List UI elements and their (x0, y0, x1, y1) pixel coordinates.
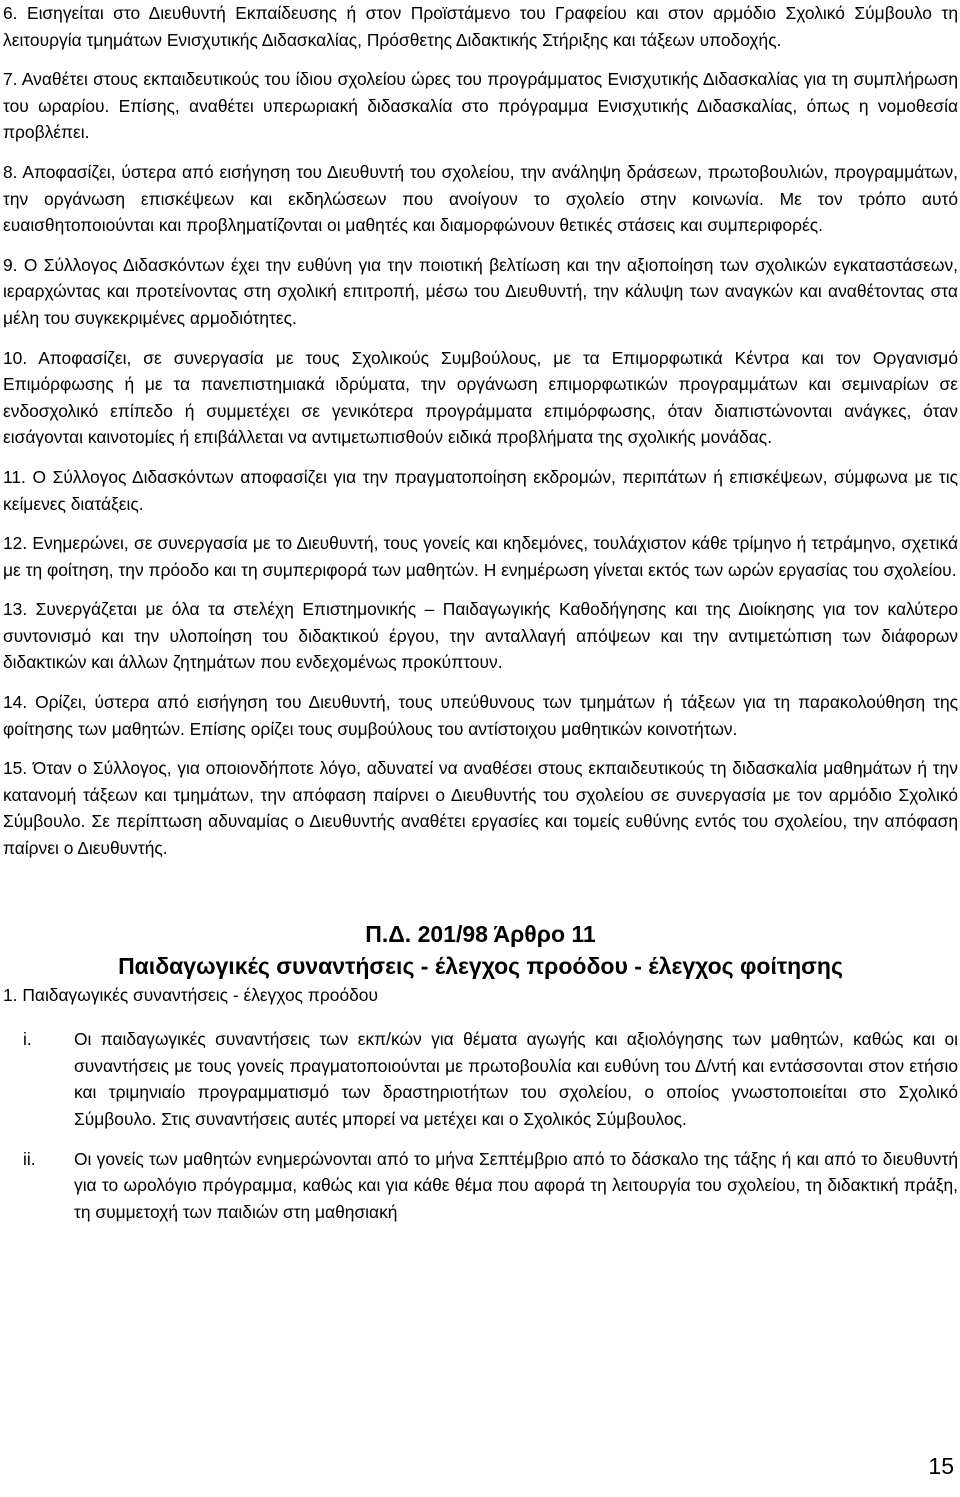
paragraph-9: 9. Ο Σύλλογος Διδασκόντων έχει την ευθύνη για την ποιοτική βελτίωση και την αξιοποίηση των σχολικών εγκαταστάσεων, ιεραρχώντας και προτείνοντας στη σχολική επιτροπή, μέσω του Διευθυντή, την κάλυψη των αναγκών και αναθέτοντας στα μέλη του συγκεκριμένες αρμοδιότητες. (3, 254, 958, 328)
paragraph-8: 8. Αποφασίζει, ύστερα από εισήγηση του Διευθυντή του σχολείου, την ανάληψη δράσεων, πρωτοβουλιών, προγραμμάτων, την οργάνωση επισκέψεων και εκδηλώσεων που ανοίγουν το σχολείο στην κοινωνία. Με τον τρόπο αυτό ευαισθητοποιούνται και προβληματίζονται οι μαθητές και διαμορφώνουν θετικές στάσεις και συμπεριφορές. (3, 161, 958, 236)
list-item-text: Οι παιδαγωγικές συναντήσεις των εκπ/κών για θέματα αγωγής και αξιολόγησης των μαθητών, καθώς και οι συναντήσεις με τους γονείς πραγματοποιούνται με πρωτοβουλία και ευθύνη του Δ/ντή και εντάσσονται στον ετήσιο και τριμηνιαίο προγραμματισμό των δραστηριοτήτων του σχολείου, ο οποίος γνωστοποιείται στο Σχολικό Σύμβουλο. Στις συναντήσεις αυτές μπορεί να μετέχει και ο Σχολικός Σύμβουλος. (74, 1029, 958, 1129)
paragraph-15: 15. Όταν ο Σύλλογος, για οποιονδήποτε λόγο, αδυνατεί να αναθέσει στους εκπαιδευτικούς τη διδασκαλία μαθημάτων ή την κατανομή τάξεων και τμημάτων, την απόφαση παίρνει ο Διευθυντής του σχολείου σε συνεργασία με τον αρμόδιο Σχολικό Σύμβουλο. Σε περίπτωση αδυναμίας ο Διευθυντής αναθέτει εργασίες και τομείς ευθύνης εντός του σχολείου, την απόφαση παίρνει ο Διευθυντής. (3, 758, 958, 859)
paragraph-10: 10. Αποφασίζει, σε συνεργασία με τους Σχολικούς Συμβούλους, με τα Επιμορφωτικά Κέντρα και τον Οργανισμό Επιμόρφωσης ή με τα πανεπιστημιακά ιδρύματα, την οργάνωση επιμορφωτικών προγραμμάτων και σεμιναρίων σε ενδοσχολικό επίπεδο ή συμμετέχει σε γενικότερα προγράμματα επιμόρφωσης, όταν διαπιστώνονται ανάγκες, όταν εισάγονται καινοτομίες ή επιβάλλεται να αντιμετωπισθούν ειδικά προβλήματα της σχολικής μονάδας. (3, 347, 958, 448)
list-item-marker: ii. (23, 1148, 36, 1169)
page-number: 15 (928, 1453, 954, 1479)
paragraph-6: 6. Εισηγείται στο Διευθυντή Εκπαίδευσης ή στον Προϊστάμενο του Γραφείου και στον αρμόδιο Σχολικό Σύμβουλο τη λειτουργία τμημάτων Ενισχυτικής Διδασκαλίας, Πρόσθετης Διδακτικής Στήριξης και τάξεων υποδοχής. (3, 3, 958, 50)
list-item-text: Οι γονείς των μαθητών ενημερώνονται από το μήνα Σεπτέμβριο από το δάσκαλο της τάξης ή και από το διευθυντή για το ωρολόγιο πρόγραμμα, καθώς και για κάθε θέμα που αφορά τη λειτουργία του σχολείου, τη διδακτική πράξη, τη συμμετοχή των παιδιών στη μαθησιακή (74, 1148, 958, 1222)
section-heading-subtitle: Παιδαγωγικές συναντήσεις - έλεγχος προόδου - έλεγχος φοίτησης (118, 952, 843, 979)
paragraph-7: 7. Αναθέτει στους εκπαιδευτικούς του ίδιου σχολείου ώρες του προγράμματος Ενισχυτικής Διδασκαλίας για τη συμπλήρωση του ωραρίου. Επίσης, αναθέτει υπερωριακή διδασκαλία στο πρόγραμμα Ενισχυτικής Διδασκαλίας, όπως η νομοθεσία προβλέπει. (3, 69, 958, 143)
document-page (3, 0, 958, 1238)
paragraph-13: 13. Συνεργάζεται με όλα τα στελέχη Επιστημονικής – Παιδαγωγικής Καθοδήγησης και της Διοίκησης για τον καλύτερο συντονισμό και την υλοποίηση του διδακτικού έργου, την ανταλλαγή απόψεων και την αντιμετώπιση των διάφορων διδακτικών και άλλων ζητημάτων που ενδεχομένως προκύπτουν. (3, 599, 958, 673)
list-item (3, 1026, 958, 1132)
paragraph-12: 12. Ενημερώνει, σε συνεργασία με το Διευθυντή, τους γονείς και κηδεμόνες, τουλάχιστον κάθε τρίμηνο ή τετράμηνο, σχετικά με τη φοίτηση, την πρόοδο και τη συμπεριφορά των μαθητών. Η ενημέρωση γίνεται εκτός των ωρών εργασίας του σχολείου. (3, 533, 958, 580)
list-item-marker: i. (23, 1029, 32, 1050)
subsection-heading: 1. Παιδαγωγικές συναντήσεις - έλεγχος προόδου (3, 984, 378, 1005)
list-item (3, 1146, 958, 1226)
section-heading-title: Π.Δ. 201/98 Άρθρο 11 (365, 920, 596, 947)
paragraph-11: 11. Ο Σύλλογος Διδασκόντων αποφασίζει για την πραγματοποίηση εκδρομών, περιπάτων ή επισκέψεων, σύμφωνα με τις κείμενες διατάξεις. (3, 466, 958, 514)
paragraph-14: 14. Ορίζει, ύστερα από εισήγηση του Διευθυντή, τους υπεύθυνους των τμημάτων ή τάξεων για τη παρακολούθηση της φοίτησης των μαθητών. Επίσης ορίζει τους συμβούλους του αντίστοιχου μαθητικών κοινοτήτων. (3, 692, 958, 739)
